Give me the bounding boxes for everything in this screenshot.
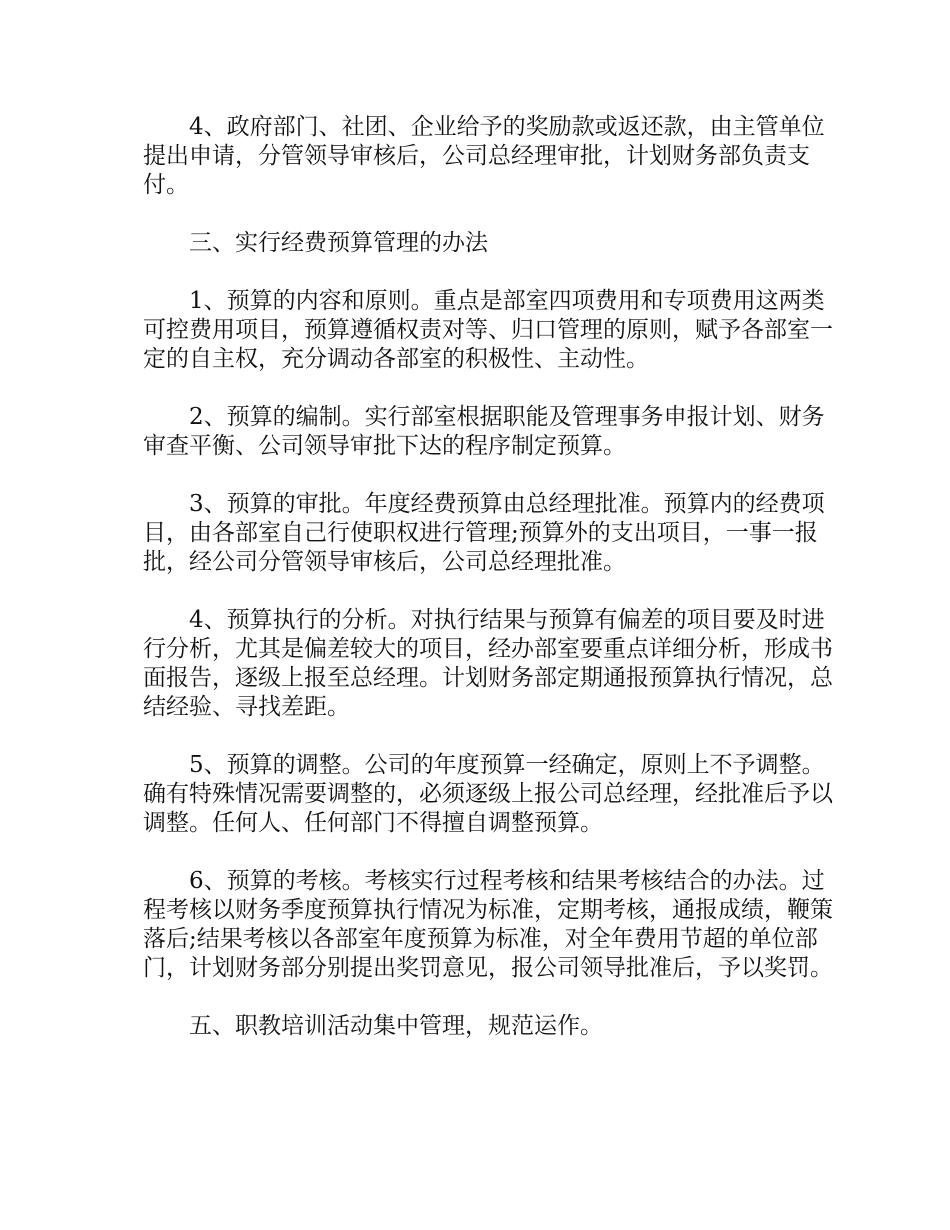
paragraph-budget-content-principles: 1、预算的内容和原则。重点是部室四项费用和专项费用这两类可控费用项目，预算遵循权责对等、归口管理的原则，赋予各部室一定的自主权，充分调动各部室的积极性、主动性。 xyxy=(143,288,833,372)
paragraph-budget-adjustment: 5、预算的调整。公司的年度预算一经确定，原则上不予调整。确有特殊情况需要调整的，必须逐级上报公司总经理，经批准后予以调整。任何人、任何部门不得擅自调整预算。 xyxy=(143,752,833,836)
paragraph-budget-assessment: 6、预算的考核。考核实行过程考核和结果考核结合的办法。过程考核以财务季度预算执行情况为标准，定期考核，通报成绩，鞭策落后;结果考核以各部室年度预算为标准，对全年费用节超的单位部门，计划财务部分别提出奖罚意见，报公司领导批准后，予以奖罚。 xyxy=(143,868,833,981)
section-heading-vocational-training: 五、职教培训活动集中管理，规范运作。 xyxy=(189,1013,603,1039)
paragraph-budget-preparation: 2、预算的编制。实行部室根据职能及管理事务申报计划、财务审查平衡、公司领导审批下达的程序制定预算。 xyxy=(143,404,825,459)
paragraph-budget-execution-analysis: 4、预算执行的分析。对执行结果与预算有偏差的项目要及时进行分析，尤其是偏差较大的项目，经办部室要重点详细分析，形成书面报告，逐级上报至总经理。计划财务部定期通报预算执行情况，总结经验、寻找差距。 xyxy=(143,607,833,720)
section-heading-budget-management: 三、实行经费预算管理的办法 xyxy=(189,230,488,256)
document-body xyxy=(143,113,833,1070)
paragraph-award-payment: 4、政府部门、社团、企业给予的奖励款或返还款，由主管单位提出申请，分管领导审核后，公司总经理审批，计划财务部负责支付。 xyxy=(143,114,825,198)
paragraph-budget-approval: 3、预算的审批。年度经费预算由总经理批准。预算内的经费项目，由各部室自己行使职权进行管理;预算外的支出项目，一事一报批，经公司分管领导审核后，公司总经理批准。 xyxy=(143,491,825,575)
